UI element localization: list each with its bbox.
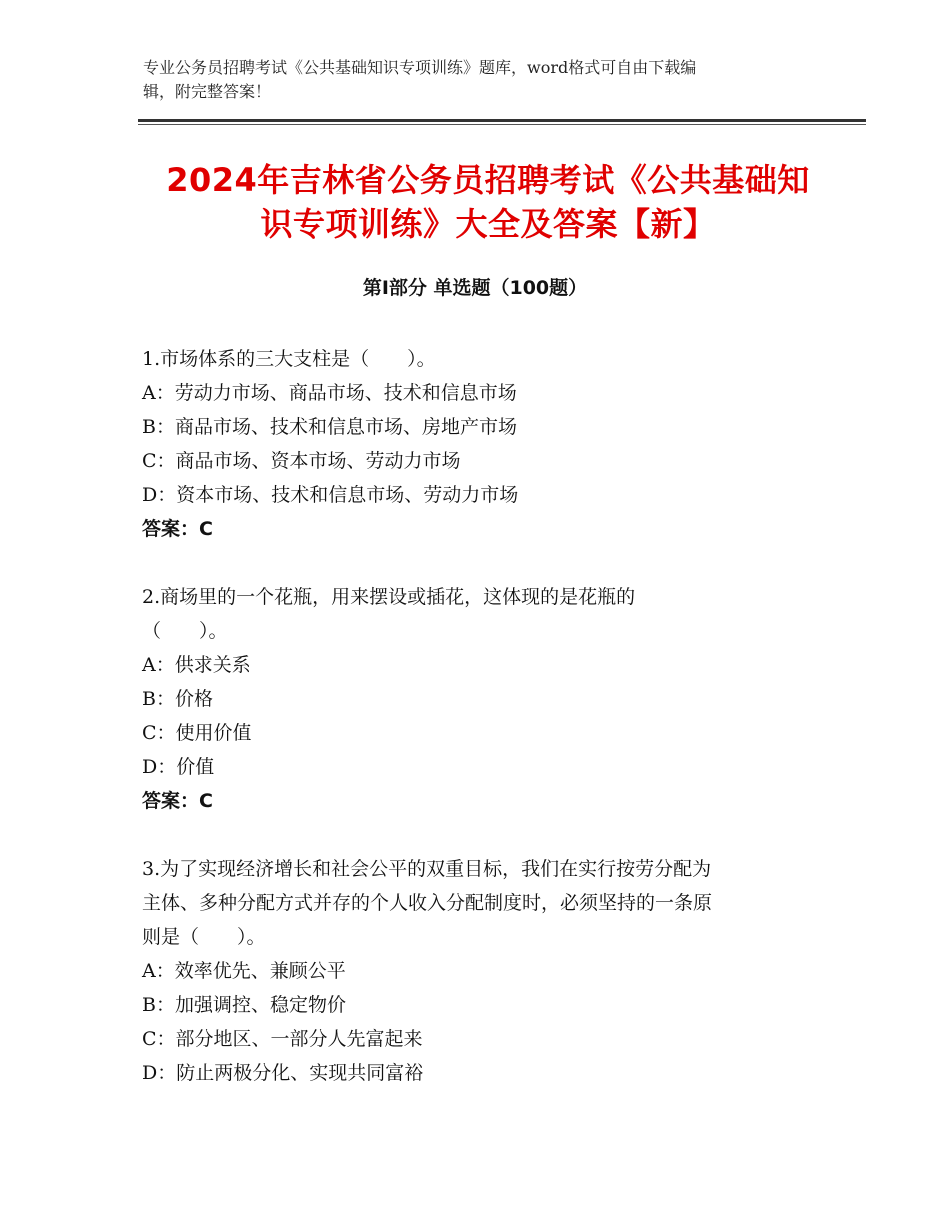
document-title-line: 识专项训练》大全及答案【新】: [260, 205, 716, 243]
option-b: B：加强调控、稳定物价: [142, 994, 346, 1016]
header-note-line: 专业公务员招聘考试《公共基础知识专项训练》题库，word格式可自由下载编: [143, 58, 697, 77]
question-item: [142, 580, 822, 818]
header-divider-thin: [138, 124, 866, 125]
section-title: 第Ⅰ部分 单选题（100题）: [362, 277, 588, 299]
option-c: C：部分地区、一部分人先富起来: [142, 1028, 423, 1050]
document-title-line: 2024年吉林省公务员招聘考试《公共基础知: [166, 161, 810, 199]
question-stem: 3.为了实现经济增长和社会公平的双重目标，我们在实行按劳分配为: [142, 858, 712, 880]
question-stem: 2.商场里的一个花瓶，用来摆设或插花，这体现的是花瓶的: [142, 586, 636, 608]
question-stem: 主体、多种分配方式并存的个人收入分配制度时，必须坚持的一条原: [142, 892, 713, 914]
option-a: A：劳动力市场、商品市场、技术和信息市场: [142, 382, 517, 404]
question-item: [142, 342, 822, 546]
header-note: [143, 56, 793, 104]
option-d: D：防止两极分化、实现共同富裕: [142, 1062, 424, 1084]
header-note-line: 辑，附完整答案！: [143, 82, 272, 101]
question-list: [142, 342, 822, 1124]
option-a: A：效率优先、兼顾公平: [142, 960, 346, 982]
question-stem: 则是（ ）。: [142, 926, 266, 948]
option-d: D：资本市场、技术和信息市场、劳动力市场: [142, 484, 519, 506]
answer-label: 答案：C: [142, 790, 213, 812]
question-stem: 1.市场体系的三大支柱是（ ）。: [142, 348, 436, 370]
option-c: C：商品市场、资本市场、劳动力市场: [142, 450, 461, 472]
question-item: [142, 852, 822, 1090]
option-d: D：价值: [142, 756, 215, 778]
option-b: B：价格: [142, 688, 213, 710]
option-c: C：使用价值: [142, 722, 252, 744]
option-a: A：供求关系: [142, 654, 251, 676]
document-title: [138, 158, 838, 246]
option-b: B：商品市场、技术和信息市场、房地产市场: [142, 416, 517, 438]
question-stem: （ ）。: [142, 620, 228, 642]
header-divider-thick: [138, 119, 866, 122]
answer-label: 答案：C: [142, 518, 213, 540]
